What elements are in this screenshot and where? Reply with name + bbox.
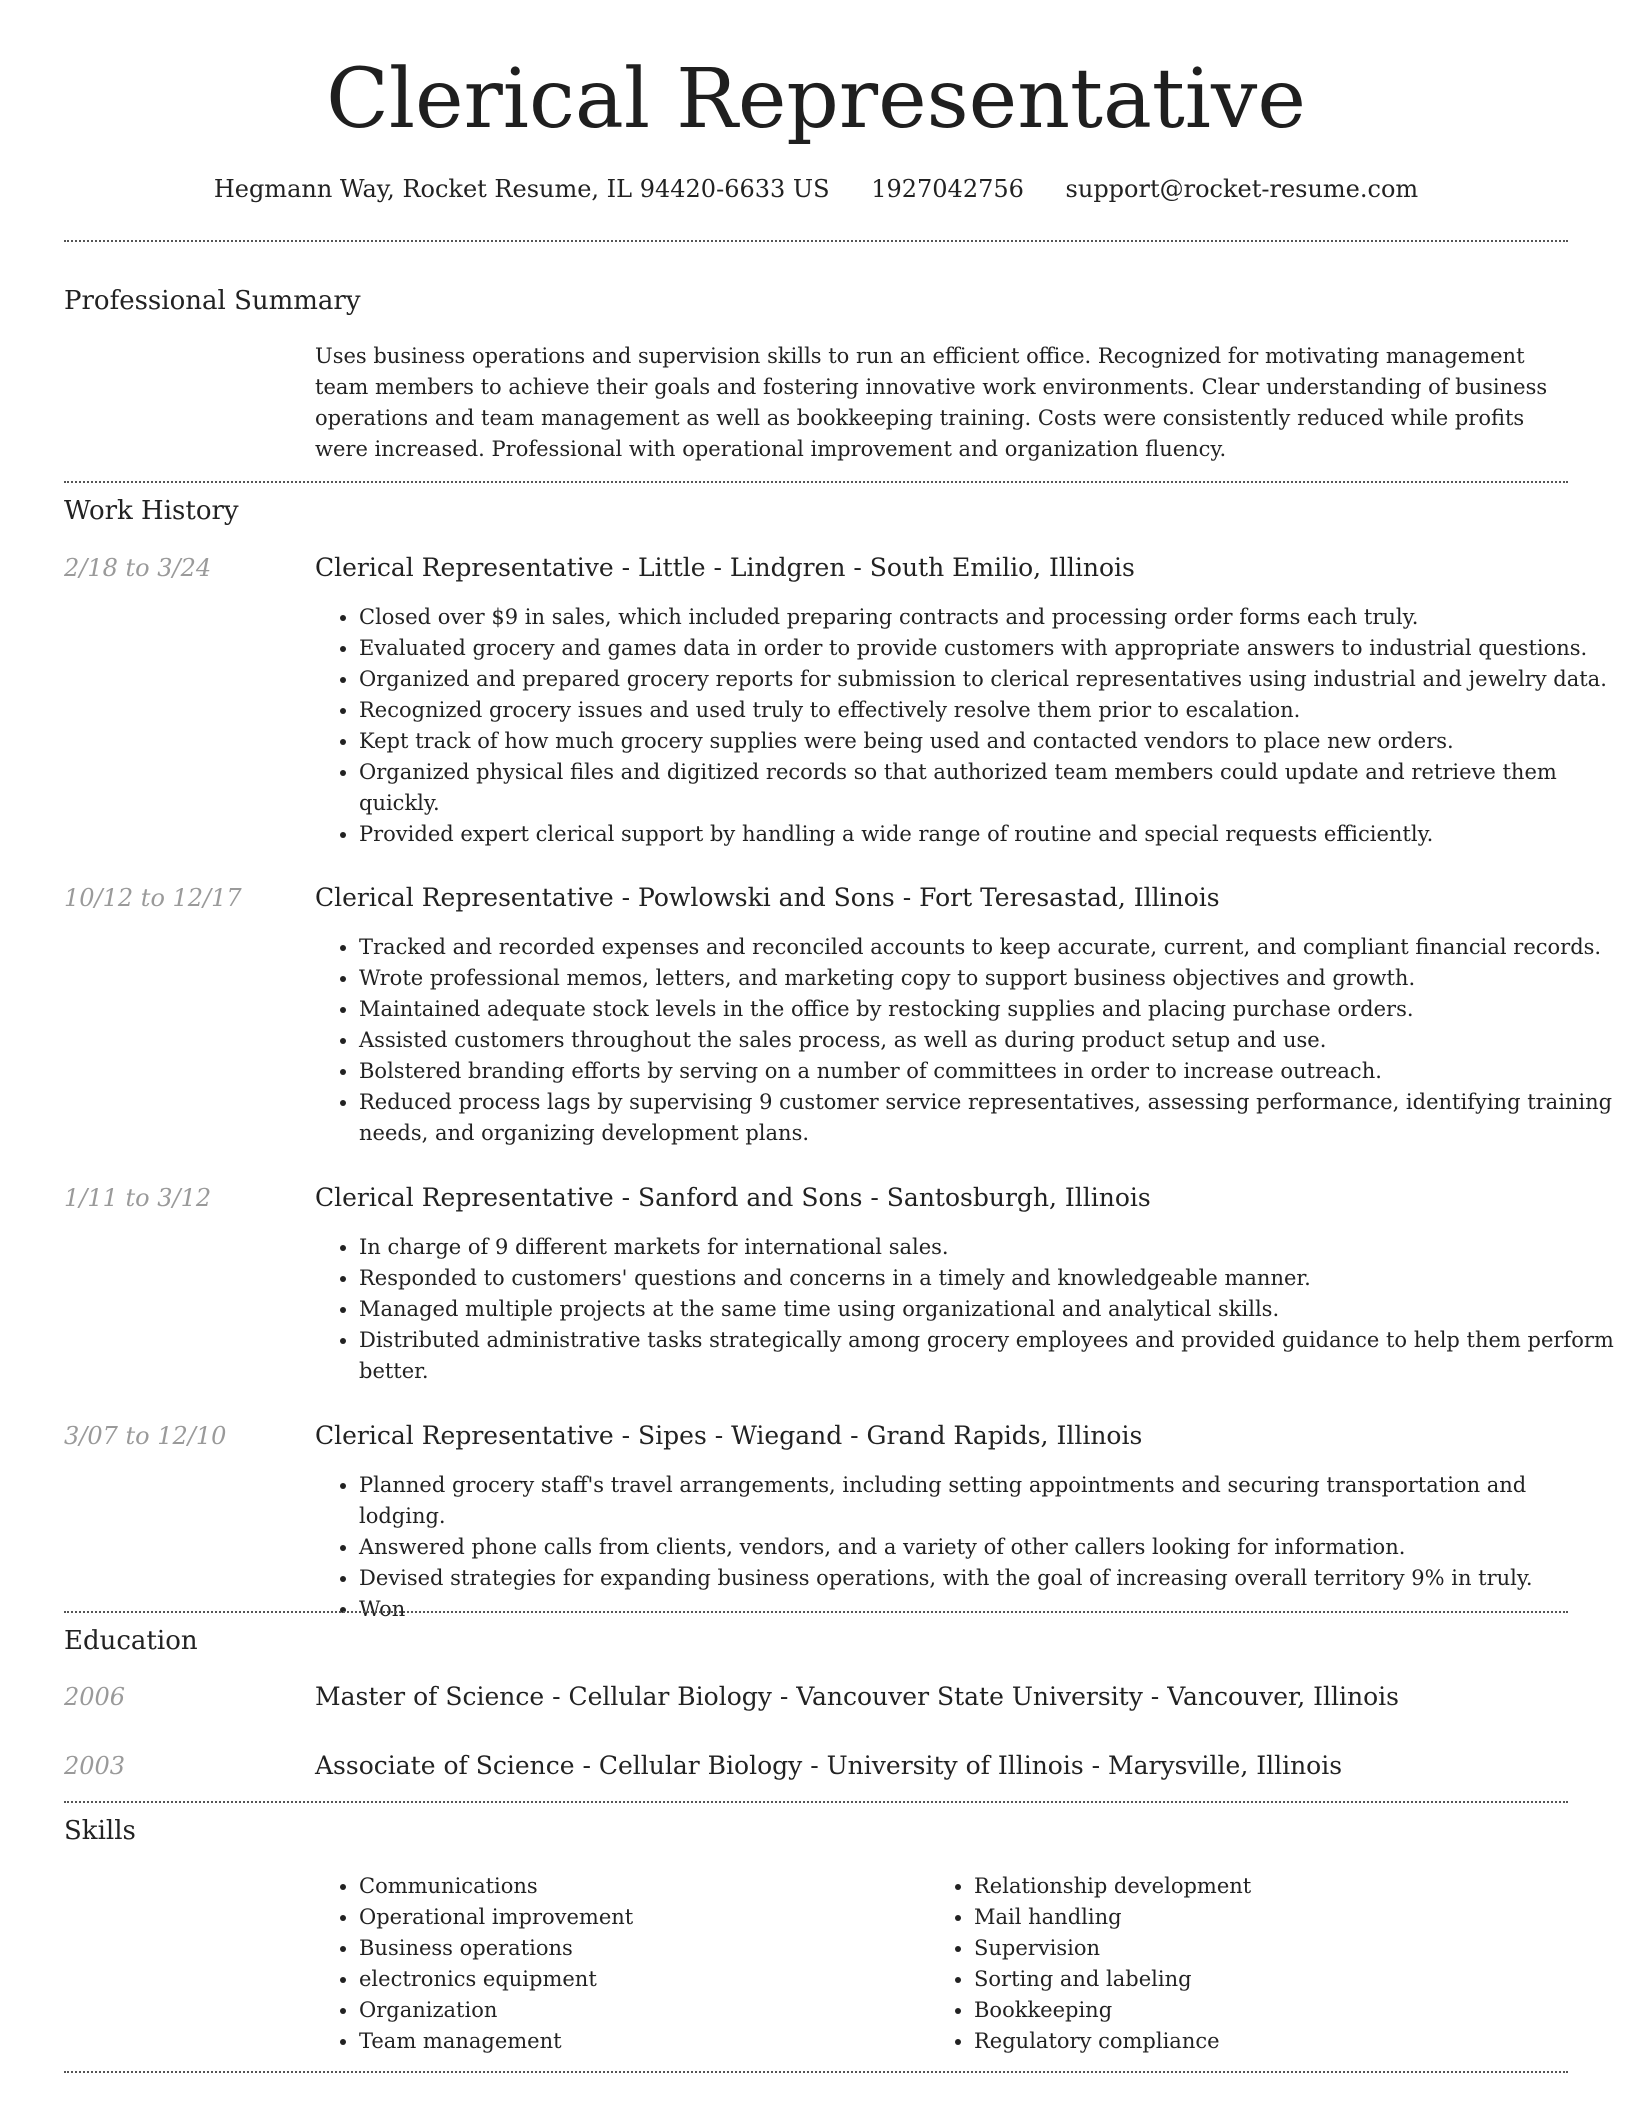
section-divider (64, 2071, 1568, 2073)
education-date: 2006 (64, 1683, 126, 1711)
job-bullet: • Answered phone calls from clients, vendors, and a variety of other callers looking for information. (359, 1532, 1614, 1563)
summary-text: Uses business operations and supervision skills to run an efficient office. Recognized for motivating management team members to achieve their goals and fostering innovative work environments. Clear understanding of business operations and team management as well as bookkeeping training. Costs were consistently reduced while profits were increased. Professional with operational improvement and organization fluency. (315, 344, 1548, 461)
job-date: 1/11 to 3/12 (64, 1184, 212, 1212)
job-bullet: • Won (359, 1594, 1614, 1625)
education-entry: Master of Science - Cellular Biology - Vancouver State University - Vancouver, Illinois (315, 1682, 1399, 1711)
job-title: Clerical Representative - Powlowski and Sons - Fort Teresastad, Illinois (315, 883, 1220, 912)
job-title: Clerical Representative - Sipes - Wiegand - Grand Rapids, Illinois (315, 1421, 1143, 1450)
skills-list-right (930, 1871, 1534, 2057)
skills-list-left (315, 1871, 919, 2057)
job-bullet: • Bolstered branding efforts by serving on a number of committees in order to increase outreach. (359, 1056, 1614, 1087)
contact-address: Hegmann Way, Rocket Resume, IL 94420-6633 US (213, 175, 830, 203)
skill-item: • Business operations (359, 1933, 919, 1964)
job-title: Clerical Representative - Sanford and Sons - Santosburgh, Illinois (315, 1183, 1151, 1212)
section-divider (64, 240, 1568, 242)
job-bullet: • Planned grocery staff's travel arrangements, including setting appointments and securing transportation and lodging. (359, 1470, 1614, 1532)
job-date: 3/07 to 12/10 (64, 1422, 227, 1450)
contact-email: support@rocket-resume.com (1065, 175, 1419, 203)
skill-item: • electronics equipment (359, 1964, 919, 1995)
job-bullet: • Organized and prepared grocery reports for submission to clerical representatives using industrial and jewelry data. (359, 664, 1614, 695)
skill-item: • Team management (359, 2026, 919, 2057)
job-bullet: • In charge of 9 different markets for international sales. (359, 1232, 1614, 1263)
job-bullet: • Responded to customers' questions and concerns in a timely and knowledgeable manner. (359, 1263, 1614, 1294)
section-divider (64, 1611, 1568, 1613)
education-entry: Associate of Science - Cellular Biology - University of Illinois - Marysville, Illinois (315, 1751, 1343, 1780)
skill-item: • Regulatory compliance (974, 2026, 1534, 2057)
education-date: 2003 (64, 1752, 126, 1780)
skill-item: • Operational improvement (359, 1902, 919, 1933)
resume-name: Clerical Representative (326, 52, 1306, 147)
job-bullet: • Closed over $9 in sales, which included preparing contracts and processing order forms each truly. (359, 602, 1614, 633)
section-divider (64, 1801, 1568, 1803)
job-bullet: • Distributed administrative tasks strategically among grocery employees and provided guidance to help them perform better. (359, 1325, 1614, 1387)
job-bullets (315, 932, 1614, 1149)
skill-item: • Sorting and labeling (974, 1964, 1534, 1995)
job-date: 10/12 to 12/17 (64, 884, 242, 912)
job-bullets (315, 1232, 1614, 1387)
job-bullet: • Assisted customers throughout the sales process, as well as during product setup and use. (359, 1025, 1614, 1056)
job-bullet: • Maintained adequate stock levels in the office by restocking supplies and placing purchase orders. (359, 994, 1614, 1025)
job-bullet: • Organized physical files and digitized records so that authorized team members could update and retrieve them quickly. (359, 757, 1614, 819)
job-bullet: • Kept track of how much grocery supplies were being used and contacted vendors to place new orders. (359, 726, 1614, 757)
job-bullet: • Devised strategies for expanding business operations, with the goal of increasing overall territory 9% in truly. (359, 1563, 1614, 1594)
skill-item: • Bookkeeping (974, 1995, 1534, 2026)
skill-item: • Mail handling (974, 1902, 1534, 1933)
work-history-heading: Work History (64, 496, 239, 526)
job-bullet: • Wrote professional memos, letters, and marketing copy to support business objectives and growth. (359, 963, 1614, 994)
skills-heading: Skills (64, 1816, 136, 1846)
skill-item: • Communications (359, 1871, 919, 1902)
job-bullet: • Provided expert clerical support by handling a wide range of routine and special requests efficiently. (359, 819, 1614, 850)
skill-item: • Organization (359, 1995, 919, 2026)
contact-phone: 1927042756 (871, 175, 1024, 203)
job-date: 2/18 to 3/24 (64, 554, 212, 582)
job-bullets (315, 1470, 1614, 1625)
job-bullet: • Recognized grocery issues and used truly to effectively resolve them prior to escalation. (359, 695, 1614, 726)
section-divider (64, 481, 1568, 483)
job-bullet: • Evaluated grocery and games data in order to provide customers with appropriate answers to industrial questions. (359, 633, 1614, 664)
job-bullet: • Managed multiple projects at the same time using organizational and analytical skills. (359, 1294, 1614, 1325)
summary-heading: Professional Summary (64, 286, 361, 316)
job-title: Clerical Representative - Little - Lindgren - South Emilio, Illinois (315, 553, 1135, 582)
job-bullet: • Tracked and recorded expenses and reconciled accounts to keep accurate, current, and compliant financial records. (359, 932, 1614, 963)
education-heading: Education (64, 1626, 198, 1656)
skill-item: • Supervision (974, 1933, 1534, 1964)
skill-item: • Relationship development (974, 1871, 1534, 1902)
contact-line (0, 172, 1632, 206)
job-bullet: • Reduced process lags by supervising 9 customer service representatives, assessing performance, identifying training needs, and organizing development plans. (359, 1087, 1614, 1149)
job-bullets (315, 602, 1614, 850)
